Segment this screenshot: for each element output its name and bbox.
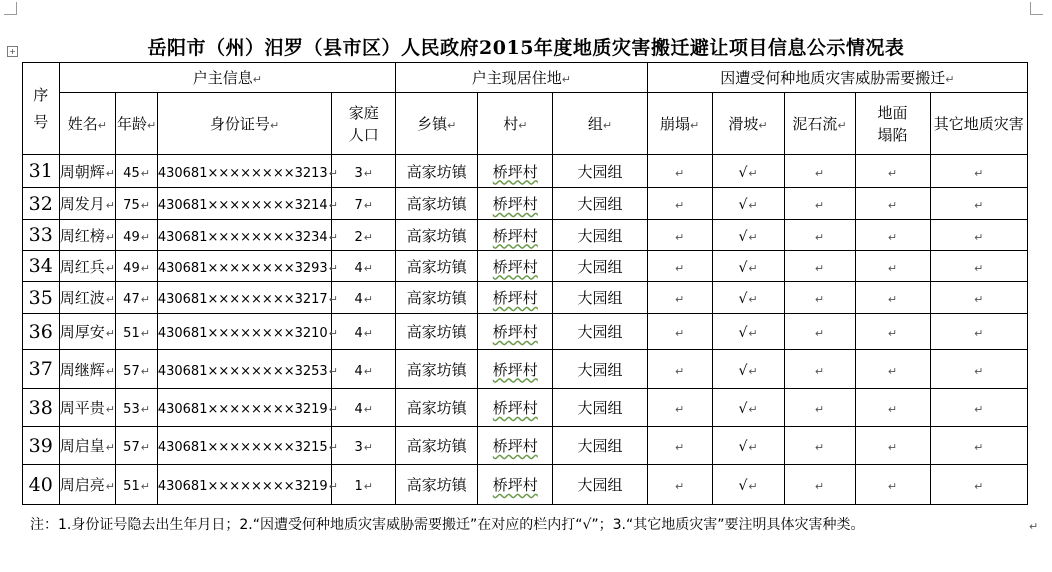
cell-debris-flow: ↵ [784,389,855,427]
cell-team: 大园组 [553,389,647,427]
cell-collapse: ↵ [647,251,712,282]
cell-other-hazard: ↵ [930,314,1027,350]
cell-collapse: ↵ [647,314,712,350]
table-row [23,155,1028,188]
header-team: 组↵ [553,93,647,155]
cell-village: 桥坪村 [478,282,553,314]
table-row [23,314,1028,350]
cell-subsidence: ↵ [855,427,930,465]
cell-collapse: ↵ [647,155,712,188]
cell-id-number: 430681××××××××3213↵ [157,155,331,188]
header-collapse: 崩塌↵ [647,93,712,155]
cell-family-size: 4↵ [332,389,396,427]
cell-township: 高家坊镇 [396,188,478,220]
header-seq: 序号 [23,63,60,155]
header-hazard-type: 因遭受何种地质灾害威胁需要搬迁↵ [647,63,1027,93]
table-row [23,188,1028,220]
cell-id-number: 430681××××××××3219↵ [157,465,331,505]
cell-landslide: √↵ [712,251,784,282]
cell-family-size: 1↵ [332,465,396,505]
cell-collapse: ↵ [647,465,712,505]
cell-township: 高家坊镇 [396,314,478,350]
cell-family-size: 2↵ [332,220,396,251]
cell-seq: 40 [23,465,60,505]
cell-landslide: √↵ [712,220,784,251]
cell-subsidence: ↵ [855,314,930,350]
cell-collapse: ↵ [647,389,712,427]
cell-subsidence: ↵ [855,350,930,389]
cell-age: 49↵ [116,251,158,282]
cell-other-hazard: ↵ [930,282,1027,314]
cell-subsidence: ↵ [855,220,930,251]
cell-age: 51↵ [116,314,158,350]
cell-team: 大园组 [553,220,647,251]
cell-subsidence: ↵ [855,389,930,427]
cell-seq: 39 [23,427,60,465]
cell-name: 周红波↵ [59,282,116,314]
cell-name: 周启亮↵ [59,465,116,505]
cell-debris-flow: ↵ [784,155,855,188]
cell-other-hazard: ↵ [930,389,1027,427]
cell-landslide: √↵ [712,188,784,220]
cell-debris-flow: ↵ [784,465,855,505]
cell-id-number: 430681××××××××3215↵ [157,427,331,465]
cell-village: 桥坪村 [478,155,553,188]
cell-other-hazard: ↵ [930,188,1027,220]
cell-age: 45↵ [116,155,158,188]
cell-id-number: 430681××××××××3214↵ [157,188,331,220]
cell-collapse: ↵ [647,427,712,465]
cell-team: 大园组 [553,314,647,350]
cell-team: 大园组 [553,427,647,465]
cell-id-number: 430681××××××××3253↵ [157,350,331,389]
cell-landslide: √↵ [712,314,784,350]
cell-township: 高家坊镇 [396,350,478,389]
cell-team: 大园组 [553,155,647,188]
header-other-hazard: 其它地质灾害 [930,93,1027,155]
cell-seq: 31 [23,155,60,188]
paragraph-mark-icon: ↵ [1029,520,1039,533]
header-family-size: 家庭人口 [332,93,396,155]
header-age: 年龄↵ [116,93,158,155]
cell-age: 57↵ [116,350,158,389]
cell-village: 桥坪村 [478,251,553,282]
cell-team: 大园组 [553,282,647,314]
cell-team: 大园组 [553,350,647,389]
cell-seq: 38 [23,389,60,427]
cell-other-hazard: ↵ [930,155,1027,188]
cell-name: 周红兵↵ [59,251,116,282]
cell-age: 51↵ [116,465,158,505]
cell-village: 桥坪村 [478,465,553,505]
cell-other-hazard: ↵ [930,350,1027,389]
cell-village: 桥坪村 [478,427,553,465]
page-corner-mark-left [4,2,17,15]
cell-family-size: 4↵ [332,251,396,282]
cell-family-size: 4↵ [332,350,396,389]
cell-seq: 35 [23,282,60,314]
cell-other-hazard: ↵ [930,465,1027,505]
cell-collapse: ↵ [647,350,712,389]
cell-name: 周朝辉↵ [59,155,116,188]
cell-village: 桥坪村 [478,314,553,350]
cell-other-hazard: ↵ [930,220,1027,251]
cell-debris-flow: ↵ [784,251,855,282]
cell-collapse: ↵ [647,188,712,220]
cell-id-number: 430681××××××××3217↵ [157,282,331,314]
cell-family-size: 4↵ [332,282,396,314]
cell-township: 高家坊镇 [396,155,478,188]
cell-seq: 33 [23,220,60,251]
cell-seq: 32 [23,188,60,220]
cell-age: 49↵ [116,220,158,251]
info-table [22,62,1028,505]
cell-landslide: √↵ [712,155,784,188]
cell-name: 周发月↵ [59,188,116,220]
cell-subsidence: ↵ [855,465,930,505]
page-corner-mark-right [1030,2,1043,15]
table-move-handle-icon[interactable]: + [7,46,18,57]
cell-team: 大园组 [553,188,647,220]
table-row [23,282,1028,314]
cell-landslide: √↵ [712,389,784,427]
cell-debris-flow: ↵ [784,350,855,389]
cell-subsidence: ↵ [855,188,930,220]
table-row [23,389,1028,427]
cell-debris-flow: ↵ [784,188,855,220]
cell-family-size: 3↵ [332,155,396,188]
header-debris-flow: 泥石流↵ [784,93,855,155]
cell-debris-flow: ↵ [784,427,855,465]
cell-family-size: 7↵ [332,188,396,220]
cell-township: 高家坊镇 [396,465,478,505]
cell-name: 周厚安↵ [59,314,116,350]
cell-landslide: √↵ [712,350,784,389]
header-id-number: 身份证号↵ [157,93,331,155]
cell-collapse: ↵ [647,282,712,314]
cell-subsidence: ↵ [855,282,930,314]
cell-age: 53↵ [116,389,158,427]
cell-seq: 36 [23,314,60,350]
cell-age: 47↵ [116,282,158,314]
table-row [23,220,1028,251]
header-landslide: 滑坡↵ [712,93,784,155]
cell-name: 周平贵↵ [59,389,116,427]
cell-team: 大园组 [553,465,647,505]
cell-age: 57↵ [116,427,158,465]
cell-village: 桥坪村 [478,350,553,389]
cell-township: 高家坊镇 [396,427,478,465]
cell-name: 周红榜↵ [59,220,116,251]
cell-other-hazard: ↵ [930,251,1027,282]
cell-other-hazard: ↵ [930,427,1027,465]
cell-id-number: 430681××××××××3293↵ [157,251,331,282]
cell-collapse: ↵ [647,220,712,251]
footnote: 注：1.身份证号隐去出生年月日；2.“因遭受何种地质灾害威胁需要搬迁”在对应的栏内打“√”；3.“其它地质灾害”要注明具体灾害种类。 [30,517,865,533]
table-row [23,427,1028,465]
cell-subsidence: ↵ [855,155,930,188]
cell-seq: 34 [23,251,60,282]
document-title: 岳阳市（州）汨罗（县市区）人民政府2015年度地质灾害搬迁避让项目信息公示情况表 [147,37,905,59]
cell-name: 周继辉↵ [59,350,116,389]
cell-debris-flow: ↵ [784,282,855,314]
header-row-columns [23,93,1028,155]
cell-family-size: 3↵ [332,427,396,465]
cell-village: 桥坪村 [478,220,553,251]
cell-debris-flow: ↵ [784,220,855,251]
header-row-groups [23,63,1028,93]
cell-id-number: 430681××××××××3210↵ [157,314,331,350]
header-township: 乡镇↵ [396,93,478,155]
cell-township: 高家坊镇 [396,251,478,282]
header-name: 姓名↵ [59,93,116,155]
cell-name: 周启皇↵ [59,427,116,465]
header-current-address: 户主现居住地↵ [396,63,647,93]
cell-age: 75↵ [116,188,158,220]
header-village: 村↵ [478,93,553,155]
cell-seq: 37 [23,350,60,389]
cell-township: 高家坊镇 [396,220,478,251]
header-subsidence: 地面塌陷 [855,93,930,155]
cell-landslide: √↵ [712,465,784,505]
header-owner-info: 户主信息↵ [59,63,396,93]
cell-id-number: 430681××××××××3219↵ [157,389,331,427]
cell-village: 桥坪村 [478,188,553,220]
cell-debris-flow: ↵ [784,314,855,350]
table-row [23,251,1028,282]
table-body [23,155,1028,505]
cell-township: 高家坊镇 [396,282,478,314]
cell-township: 高家坊镇 [396,389,478,427]
cell-subsidence: ↵ [855,251,930,282]
cell-id-number: 430681××××××××3234↵ [157,220,331,251]
cell-landslide: √↵ [712,427,784,465]
cell-family-size: 4↵ [332,314,396,350]
table-row [23,465,1028,505]
cell-team: 大园组 [553,251,647,282]
cell-landslide: √↵ [712,282,784,314]
table-row [23,350,1028,389]
cell-village: 桥坪村 [478,389,553,427]
